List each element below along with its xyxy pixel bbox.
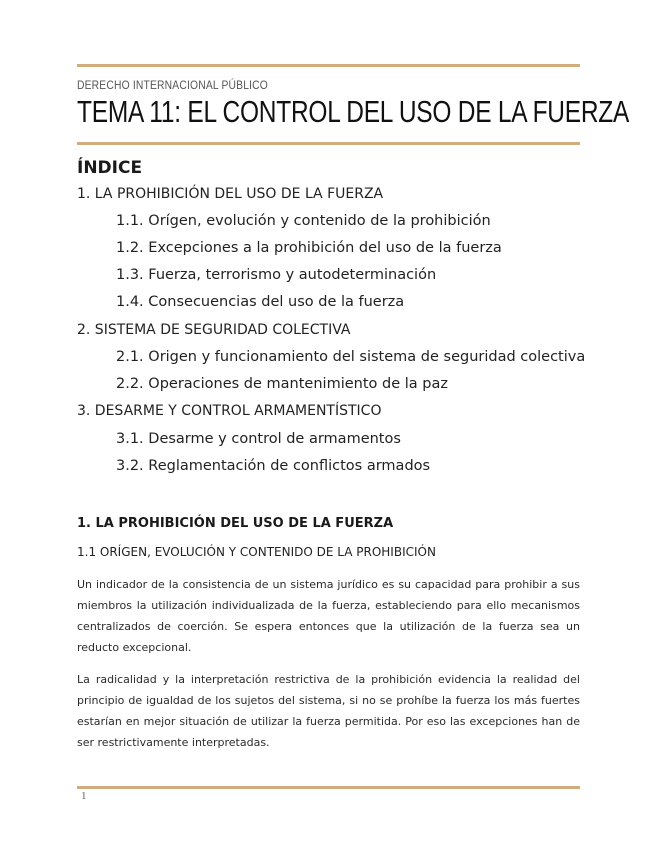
toc-item: 2. SISTEMA DE SEGURIDAD COLECTIVA [77,322,351,338]
toc-subitem: 3.2. Reglamentación de conflictos armados [116,458,431,474]
toc-subitem: 1.4. Consecuencias del uso de la fuerza [116,294,405,310]
subject-label: DERECHO INTERNACIONAL PÚBLICO [77,78,268,92]
top-divider [77,64,580,67]
title-divider [77,142,580,145]
section-heading: 1. LA PROHIBICIÓN DEL USO DE LA FUERZA [77,516,394,531]
subsection-heading: 1.1 ORÍGEN, EVOLUCIÓN Y CONTENIDO DE LA PROHIBICIÓN [77,544,436,559]
body-paragraph: Un indicador de la consistencia de un sistema jurídico es su capacidad para prohibir a sus miembros la utilización individualizada de la fuerza, estableciendo para ello mecanismos centralizados de coerción. Se espera entonces que la utilización de la fuerza sea un reducto excepcional. [77,578,580,654]
toc-subitem: 3.1. Desarme y control de armamentos [116,431,401,447]
footer-divider [77,786,580,789]
body-paragraph: La radicalidad y la interpretación restrictiva de la prohibición evidencia la realidad del principio de igualdad de los sujetos del sistema, si no se prohíbe la fuerza los más fuertes estarían en mejor situación de utilizar la fuerza permitida. Por eso las excepciones han de ser restrictivamente interpretadas. [77,673,580,749]
page-title: TEMA 11: EL CONTROL DEL USO DE LA FUERZA [77,94,630,129]
toc-subitem: 2.2. Operaciones de mantenimiento de la paz [116,376,448,392]
document-page [77,0,630,848]
index-title: ÍNDICE [77,158,143,178]
toc-subitem: 2.1. Origen y funcionamiento del sistema de seguridad colectiva [116,349,586,365]
toc-subitem: 1.2. Excepciones a la prohibición del uso de la fuerza [116,240,502,256]
page-number: 1 [81,790,87,802]
toc-subitem: 1.3. Fuerza, terrorismo y autodeterminación [116,267,437,283]
toc-subitem: 1.1. Orígen, evolución y contenido de la prohibición [116,213,491,229]
toc-item: 1. LA PROHIBICIÓN DEL USO DE LA FUERZA [77,186,384,202]
toc-item: 3. DESARME Y CONTROL ARMAMENTÍSTICO [77,403,382,419]
